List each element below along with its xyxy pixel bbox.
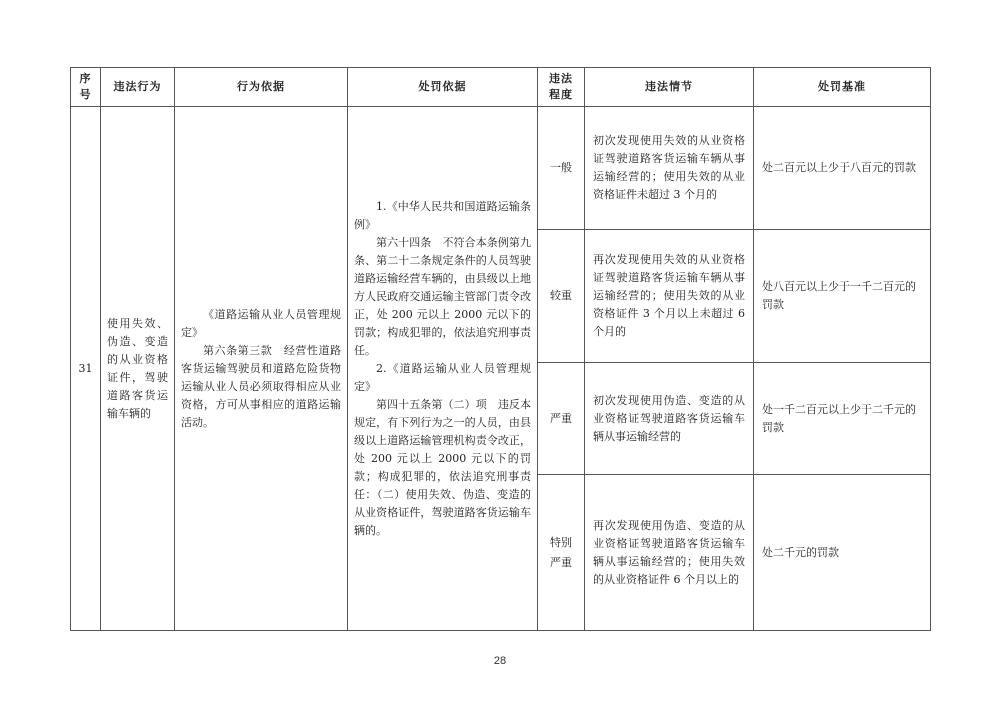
- row-penalty-basis: [348, 107, 538, 631]
- row-seq: 31: [71, 107, 101, 631]
- penalty-1-title: 1.《中华人民共和国道路运输条例》: [354, 199, 531, 231]
- table-header-row: [71, 68, 931, 107]
- header-standard: 处罚基准: [754, 68, 931, 107]
- degree-cell: 严重: [538, 363, 585, 475]
- degree-cell: 较重: [538, 230, 585, 363]
- row-basis: [175, 107, 348, 631]
- table-row: [71, 107, 931, 230]
- row-act: 使用失效、伪造、变造的从业资格证件，驾驶道路客货运输车辆的: [101, 107, 175, 631]
- header-circumstance: 违法情节: [585, 68, 754, 107]
- circumstance-cell: 初次发现使用失效的从业资格证驾驶道路客货运输车辆从事运输经营的；使用失效的从业资格证件未超过 3 个月的: [585, 107, 754, 230]
- basis-title: 《道路运输从业人员管理规定》: [181, 307, 341, 339]
- header-degree: 违法 程度: [538, 68, 585, 107]
- standard-cell: 处二千元的罚款: [754, 475, 931, 631]
- penalty-1-body: 第六十四条 不符合本条例第九条、第二十二条规定条件的人员驾驶道路运输经营车辆的，由县级以上地方人民政府交通运输主管部门责令改正，处 200 元以上 2000 元以下的罚款；构成犯罪的，依法追究刑事责任。: [354, 235, 531, 357]
- circumstance-cell: 初次发现使用伪造、变造的从业资格证驾驶道路客货运输车辆从事运输经营的: [585, 363, 754, 475]
- header-penalty-basis: 处罚依据: [348, 68, 538, 107]
- standard-cell: 处二百元以上少于八百元的罚款: [754, 107, 931, 230]
- page-number: 28: [493, 655, 507, 667]
- standard-cell: 处八百元以上少于一千二百元的罚款: [754, 230, 931, 363]
- degree-cell: 一般: [538, 107, 585, 230]
- penalty-standard-table: [70, 67, 931, 631]
- basis-body: 第六条第三款 经营性道路客货运输驾驶员和道路危险货物运输从业人员必须取得相应从业资格，方可从事相应的道路运输活动。: [181, 343, 341, 429]
- degree-cell: 特别严重: [538, 475, 585, 631]
- header-basis: 行为依据: [175, 68, 348, 107]
- circumstance-cell: 再次发现使用伪造、变造的从业资格证驾驶道路客货运输车辆从事运输经营的；使用失效的从业资格证件 6 个月以上的: [585, 475, 754, 631]
- circumstance-cell: 再次发现使用失效的从业资格证驾驶道路客货运输车辆从事运输经营的；使用失效的从业资格证件 3 个月以上未超过 6 个月的: [585, 230, 754, 363]
- header-act: 违法行为: [101, 68, 175, 107]
- standard-cell: 处一千二百元以上少于二千元的罚款: [754, 363, 931, 475]
- header-seq: 序 号: [71, 68, 101, 107]
- penalty-2-title: 2.《道路运输从业人员管理规定》: [354, 361, 531, 393]
- penalty-2-body: 第四十五条第（二）项 违反本规定，有下列行为之一的人员，由县级以上道路运输管理机构责令改正，处 200 元以上 2000 元以下的罚款；构成犯罪的，依法追究刑事责任：（二）使用失效、伪造、变造的从业资格证件，驾驶道路客货运输车辆的。: [354, 397, 531, 537]
